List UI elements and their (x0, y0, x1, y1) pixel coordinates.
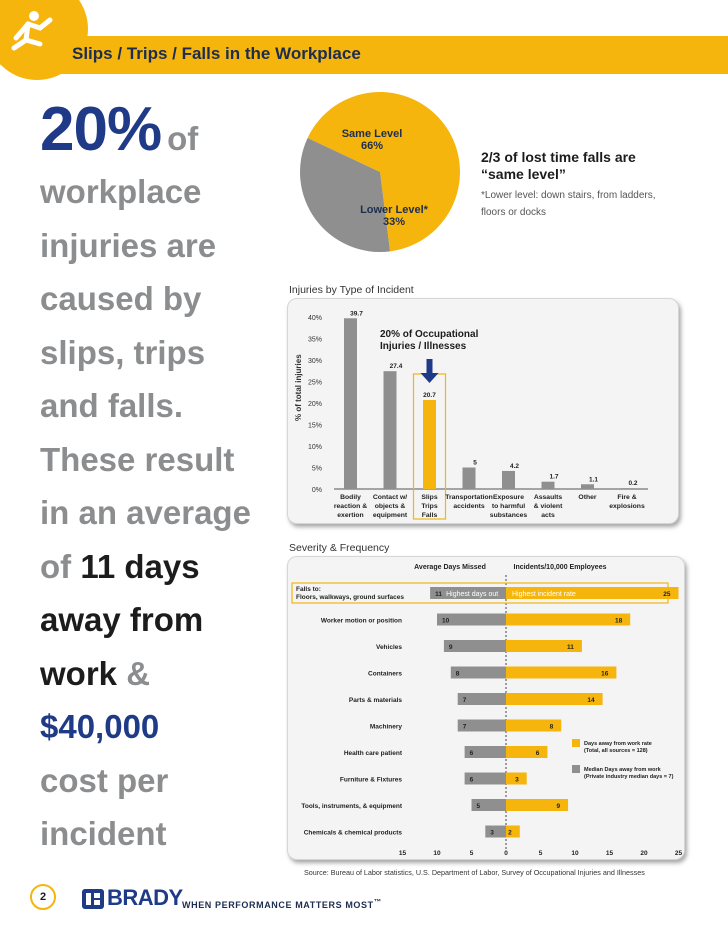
category-label: Bodily (340, 494, 361, 501)
rate-value-label: 9 (556, 803, 561, 810)
category-label: Machinery (369, 723, 402, 731)
x-tick-label: 5 (469, 850, 474, 857)
rate-bar (506, 614, 630, 626)
y-tick-label: 0% (311, 487, 322, 494)
page-title: Slips / Trips / Falls in the Workplace (72, 44, 361, 63)
rate-value-label: 18 (614, 617, 623, 625)
headline-percent: 20% (40, 95, 162, 164)
category-label: Assaults (533, 494, 563, 501)
chart-annotation: Injuries / Illnesses (380, 341, 467, 352)
y-tick-label: 15% (307, 422, 322, 430)
bar-value-label: 39.7 (350, 310, 363, 318)
x-tick-label: 25 (674, 850, 683, 857)
category-label: Vehicles (375, 644, 402, 651)
incident-bar-chart (294, 310, 648, 519)
headline-line: work & (40, 654, 151, 692)
bar-value-label: 0.2 (628, 480, 638, 488)
tagline: WHEN PERFORMANCE MATTERS MOST™ (182, 897, 382, 910)
source-note: Source: Bureau of Labor statistics, U.S. Department of Labor, Survey of Occupational Injuries and Illnesses (304, 868, 645, 877)
legend-swatch-rate (572, 739, 580, 747)
bar (384, 371, 397, 489)
rate-value-label: 8 (549, 723, 554, 731)
headline-of: of (167, 120, 199, 157)
headline-line: workplace (40, 173, 202, 210)
right-header: Incidents/10,000 Employees (513, 564, 607, 571)
y-tick-label: 35% (307, 336, 322, 344)
pie-label-lower-level: Lower Level* 33% (360, 204, 428, 228)
falling-person-icon (6, 8, 60, 58)
legend-label: (Private industry median days = 7) (584, 774, 674, 780)
days-value-label: 11 (435, 591, 442, 598)
category-label: Containers (368, 670, 402, 678)
legend-label: (Total, all sources = 128) (584, 748, 648, 754)
highlight-days-text: Highest days out (446, 591, 499, 598)
pie-callout: 2/3 of lost time falls are “same level” *Lower level: down stairs, from ladders, floors or docks (481, 149, 656, 218)
category-label: equipment (372, 512, 408, 519)
headline-cost: $40,000 (40, 708, 160, 745)
category-label: Fire & (617, 494, 637, 501)
x-tick-label: 10 (433, 850, 441, 857)
rate-value-label: 16 (601, 670, 609, 678)
legend-swatch-days (572, 765, 580, 773)
page-number: 2 (30, 884, 56, 910)
days-bar (485, 826, 506, 838)
bar (621, 488, 634, 489)
category-label: Worker motion or position (320, 617, 402, 625)
bar-value-label: 27.4 (389, 363, 403, 371)
rate-value-label: 3 (515, 776, 519, 784)
category-label: Furniture & Fixtures (339, 776, 402, 784)
headline-line: caused by (40, 280, 202, 317)
category-label: Tools, instruments, & equipment (301, 803, 402, 810)
bar-value-label: 5 (473, 459, 477, 467)
category-label: Floors, walkways, ground surfaces (296, 594, 405, 601)
headline-line (40, 700, 290, 754)
category-label: Other (578, 494, 597, 501)
chart1-title: Injuries by Type of Incident (289, 284, 414, 296)
bar (344, 318, 357, 489)
bar (502, 471, 515, 489)
y-tick-label: 5% (311, 465, 322, 473)
rate-bar (506, 667, 616, 679)
category-label: explosions (609, 503, 645, 510)
category-label: reaction & (333, 503, 368, 510)
category-label: Slips (421, 494, 438, 501)
category-label: Health care patient (343, 750, 402, 757)
arrow-shaft (427, 359, 433, 373)
days-value-label: 8 (455, 670, 460, 678)
y-tick-label: 20% (307, 401, 322, 408)
headline-line: of 11 days (40, 547, 200, 585)
arrow-down-icon (421, 373, 439, 383)
category-label: & violent (533, 503, 563, 510)
left-header: Average Days Missed (414, 564, 486, 571)
x-tick-label: 0 (504, 850, 508, 857)
legend-label: Days away from work rate (584, 741, 652, 747)
y-tick-label: 25% (307, 379, 322, 387)
x-tick-label: 5 (538, 850, 543, 857)
severity-frequency-chart (292, 564, 682, 857)
rate-value-label: 14 (587, 697, 595, 704)
rate-value-label: 11 (567, 644, 574, 651)
y-axis-label: % of total injuries (294, 354, 303, 421)
headline (40, 95, 290, 861)
headline-line: incident (40, 815, 167, 852)
category-label: exertion (337, 512, 364, 519)
category-label: to harmful (491, 503, 526, 510)
category-label: Parts & materials (348, 697, 402, 704)
headline-line: injuries are (40, 226, 217, 264)
bar-value-label: 20.7 (423, 391, 436, 399)
legend-label: Median Days away from work (584, 767, 661, 773)
bar-value-label: 1.1 (588, 476, 599, 484)
category-label: Trips (421, 503, 438, 510)
y-tick-label: 40% (307, 315, 322, 322)
headline-line: cost per (40, 761, 169, 799)
category-label: Chemicals & chemical products (303, 829, 402, 837)
headline-line: away from (40, 601, 204, 638)
highlight-rate-text: Highest incident rate (512, 591, 576, 598)
chart2-panel (287, 556, 685, 860)
category-label: acts (541, 512, 555, 519)
category-label: Transportation (445, 494, 493, 501)
headline-line: slips, trips (40, 333, 206, 371)
rate-value-label: 2 (508, 829, 512, 837)
bar (542, 482, 555, 489)
category-label: substances (489, 512, 528, 519)
bar (423, 400, 436, 489)
category-label: Falls to: (296, 586, 321, 593)
bar (463, 468, 476, 490)
bar-value-label: 1.7 (549, 473, 559, 481)
days-value-label: 7 (462, 723, 467, 731)
chart-annotation: 20% of Occupational (380, 329, 479, 340)
category-label: accidents (453, 503, 485, 510)
headline-line: in an average (40, 494, 251, 531)
headline-line: and falls. (40, 387, 184, 424)
pie-label-same-level: Same Level 66% (341, 128, 403, 152)
headline-line: These result (40, 440, 235, 478)
rate-value-label: 25 (663, 591, 671, 598)
category-label: Contact w/ (372, 494, 408, 501)
category-label: Falls (421, 512, 438, 519)
category-label: objects & (374, 503, 406, 510)
pie-chart (287, 92, 477, 257)
headline-days: 11 days (80, 547, 200, 585)
days-value-label: 9 (448, 644, 453, 651)
x-tick-label: 20 (640, 850, 648, 857)
y-tick-label: 10% (307, 444, 322, 451)
y-tick-label: 30% (307, 358, 322, 365)
days-value-label: 3 (490, 829, 494, 837)
days-value-label: 7 (462, 697, 467, 704)
brady-logo-icon (82, 889, 104, 909)
x-tick-label: 10 (571, 850, 579, 857)
bar (581, 484, 594, 489)
rate-bar (506, 746, 547, 758)
x-tick-label: 15 (398, 850, 407, 857)
category-label: Exposure (493, 494, 524, 501)
days-bar (444, 640, 506, 652)
days-value-label: 6 (469, 776, 474, 784)
days-value-label: 5 (476, 803, 481, 810)
days-value-label: 10 (442, 617, 450, 625)
brand-name: BRADY (107, 885, 183, 910)
x-tick-label: 15 (605, 850, 614, 857)
rate-value-label: 6 (535, 750, 540, 757)
chart2-title: Severity & Frequency (289, 542, 390, 554)
chart1-panel (287, 298, 679, 524)
days-value-label: 6 (469, 750, 474, 757)
bar-value-label: 4.2 (509, 462, 520, 470)
